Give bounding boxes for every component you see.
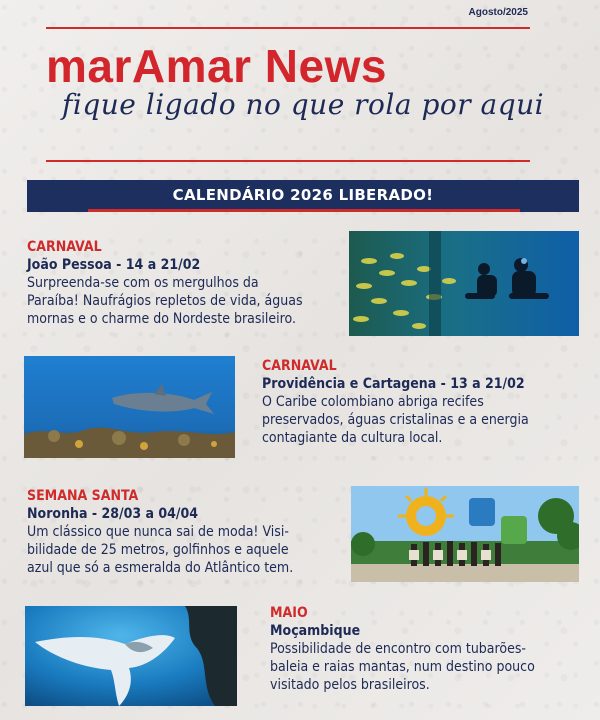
trip-entry-noronha xyxy=(27,488,347,577)
section-banner: CALENDÁRIO 2026 LIBERADO! xyxy=(27,180,579,212)
trip-description: Um clássico que nunca sai de moda! Visi- bilidade de 25 metros, golfinhos e aquele azul que só a esmeralda do Atlântico tem. xyxy=(27,524,294,576)
trip-entry-joao-pessoa xyxy=(27,239,347,328)
trip-description: Surpreenda-se com os mergulhos da Paraíba! Naufrágios repletos de vida, águas mornas e o charme do Nordeste brasileiro. xyxy=(27,275,303,327)
trip-entry-mocambique xyxy=(270,605,592,694)
trip-entry-providencia-cartagena xyxy=(262,358,592,447)
newsletter-tagline: fique ligado no que rola por aqui xyxy=(62,88,545,121)
trip-season: MAIO xyxy=(270,605,308,621)
top-divider xyxy=(46,27,530,29)
trip-description: Possibilidade de encontro com tubarões- baleia e raias mantas, num destino pouco visitado pelos brasileiros. xyxy=(270,641,535,693)
trip-destination-dates: Noronha - 28/03 a 04/04 xyxy=(27,506,199,522)
trip-destination-dates: Providência e Cartagena - 13 a 21/02 xyxy=(262,376,525,392)
trip-destination-dates: João Pessoa - 14 a 21/02 xyxy=(27,257,201,273)
trip-season: CARNAVAL xyxy=(27,239,102,255)
header-bottom-divider xyxy=(46,160,530,162)
issue-date: Agosto/2025 xyxy=(468,7,528,18)
reef-shark-photo xyxy=(24,356,235,458)
banner-underline xyxy=(88,209,520,212)
noronha-group-sign-photo xyxy=(351,486,579,582)
trip-season: CARNAVAL xyxy=(262,358,337,374)
trip-destination-dates: Moçambique xyxy=(270,623,361,639)
newsletter-title: marAmar News xyxy=(46,40,387,92)
manta-ray-photo xyxy=(25,606,237,706)
trip-season: SEMANA SANTA xyxy=(27,488,139,504)
trip-description: O Caribe colombiano abriga recifes preservados, águas cristalinas e a energia contagiante da cultura local. xyxy=(262,394,529,446)
divers-with-fish-photo xyxy=(349,231,579,336)
